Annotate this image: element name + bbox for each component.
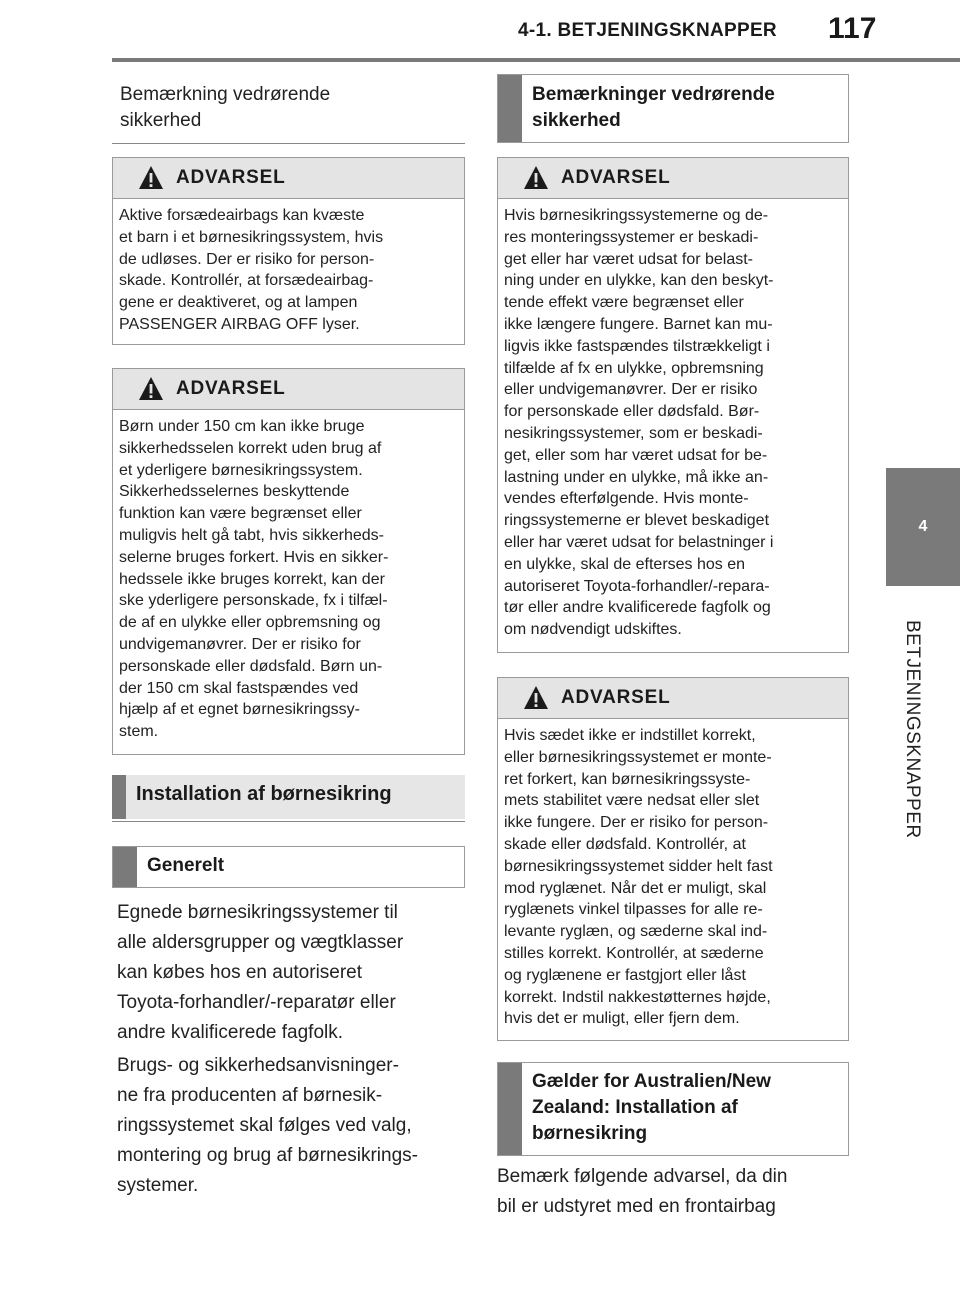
note-rule-left <box>112 143 465 144</box>
warning-text: Aktive forsædeairbags kan kvæste et barn i et børnesikringssystem, hvis de udløses. Der er risiko for person- skade. Kontrollér, at forsædeairbag- gene er deaktiveret, og at lampen PASSENGER AIRBAG OFF lyser. <box>119 207 384 333</box>
warning-label: ADVARSEL <box>176 167 286 188</box>
subheading-bar <box>498 1063 522 1155</box>
body-paragraph: Bemærk følgende advarsel, da din bil er udstyret med en frontairbag <box>497 1166 788 1217</box>
section-title: 4-1. BETJENINGSKNAPPER <box>518 20 777 41</box>
warning-header <box>498 158 848 199</box>
warning-triangle-icon <box>138 376 164 402</box>
subheading-bar <box>113 847 137 887</box>
warning-text: Hvis sædet ikke er indstillet korrekt, eller børnesikringssystemet er monte- ret forkert, kan børnesikringssyste- mets stabilitet være nedsat eller slet ikke fungere. Der er risiko for person- skade eller dødsfald. Kontrollér, at børnesikringssystemet sidder helt fast mod ryglænet. Når det er muligt, skal ryglænets vinkel tilpasses for alle re- levante ryglæn, og sæderne skal ind- stilles korrekt. Kontrollér, at sæderne og ryglænene er fastgjort eller låst korrekt. Indstil nakkestøtternes højde, hvis det er muligt, eller fjern dem. <box>504 727 773 1028</box>
subheading-box <box>112 846 465 888</box>
section-heading <box>112 775 465 819</box>
warning-label: ADVARSEL <box>176 378 286 399</box>
chapter-tab <box>886 468 960 586</box>
subheading-text: Generelt <box>147 855 225 876</box>
warning-text: Børn under 150 cm kan ikke bruge sikkerhedsselen korrekt uden brug af et yderligere børnesikringssystem. Sikkerhedsselernes beskyttende funktion kan være begrænset eller muligvis helt gå tabt, hvis sikkerheds- selerne bruges forkert. Hvis en sikker- hedssele ikke bruges korrekt, kan der ske yderligere personskade, fx i tilfæl- de af en ulykke eller opbremsning og undvigemanøvrer. Der er risiko for personskade eller dødsfald. Børn un- der 150 cm skal fastspændes ved hjælp af et egnet børnesikringssy- stem. <box>119 418 389 741</box>
chapter-tab-number: 4 <box>918 518 928 535</box>
subheading-bar <box>498 75 522 142</box>
warning-box <box>497 677 849 1041</box>
subheading-box <box>497 1062 849 1156</box>
warning-text: Hvis børnesikringssystemerne og de- res monteringssystemer er beskadi- get eller har været udsat for belast- ning under en ulykke, kan den beskyt- tende effekt være begrænset eller ikke længere fungere. Barnet kan mu- ligvis ikke fastspændes tilstrækkeligt i tilfælde af fx en ulykke, opbremsning eller undvigemanøvrer. Der er risiko for personskade eller dødsfald. Bør- nesikringssystemer, som er beskadi- get, eller som har været udsat for be- lastning under en ulykke, må ikke an- vendes efterfølgende. Hvis monte- ringssystemerne er blevet beskadiget eller har været udsat for belastninger i en ulykke, skal de efterses hos en autoriseret Toyota-forhandler/-repara- tør eller andre kvalificerede fagfolk og om nødvendigt udskiftes. <box>504 207 774 639</box>
note-title-left: Bemærkning vedrørende sikkerhed <box>120 84 331 131</box>
warning-box <box>112 157 465 345</box>
page-number: 117 <box>828 12 877 45</box>
warning-label: ADVARSEL <box>561 687 671 708</box>
subheading-text: Gælder for Australien/New Zealand: Installation af børnesikring <box>532 1071 771 1144</box>
chapter-side-label: BETJENINGSKNAPPER <box>902 620 923 839</box>
body-paragraph: Egnede børnesikringssystemer til alle aldersgrupper og vægtklasser kan købes hos en autoriseret Toyota-forhandler/-reparatør eller andre kvalificerede fagfolk. <box>117 902 404 1043</box>
warning-triangle-icon <box>523 685 549 711</box>
header-rule <box>112 58 960 62</box>
section-rule <box>112 821 465 822</box>
warning-triangle-icon <box>523 165 549 191</box>
warning-box <box>497 157 849 653</box>
body-paragraph: Brugs- og sikkerhedsanvisninger- ne fra producenten af børnesik- ringssystemet skal følges ved valg, montering og brug af børnesikrings- systemer. <box>117 1055 418 1196</box>
section-heading-text: Installation af børnesikring <box>136 783 392 805</box>
warning-header <box>498 678 848 719</box>
note-title-box-right <box>497 74 849 143</box>
warning-header <box>113 369 464 410</box>
warning-header <box>113 158 464 199</box>
warning-triangle-icon <box>138 165 164 191</box>
warning-label: ADVARSEL <box>561 167 671 188</box>
note-title-right: Bemærkninger vedrørende sikkerhed <box>532 84 775 131</box>
warning-box <box>112 368 465 755</box>
